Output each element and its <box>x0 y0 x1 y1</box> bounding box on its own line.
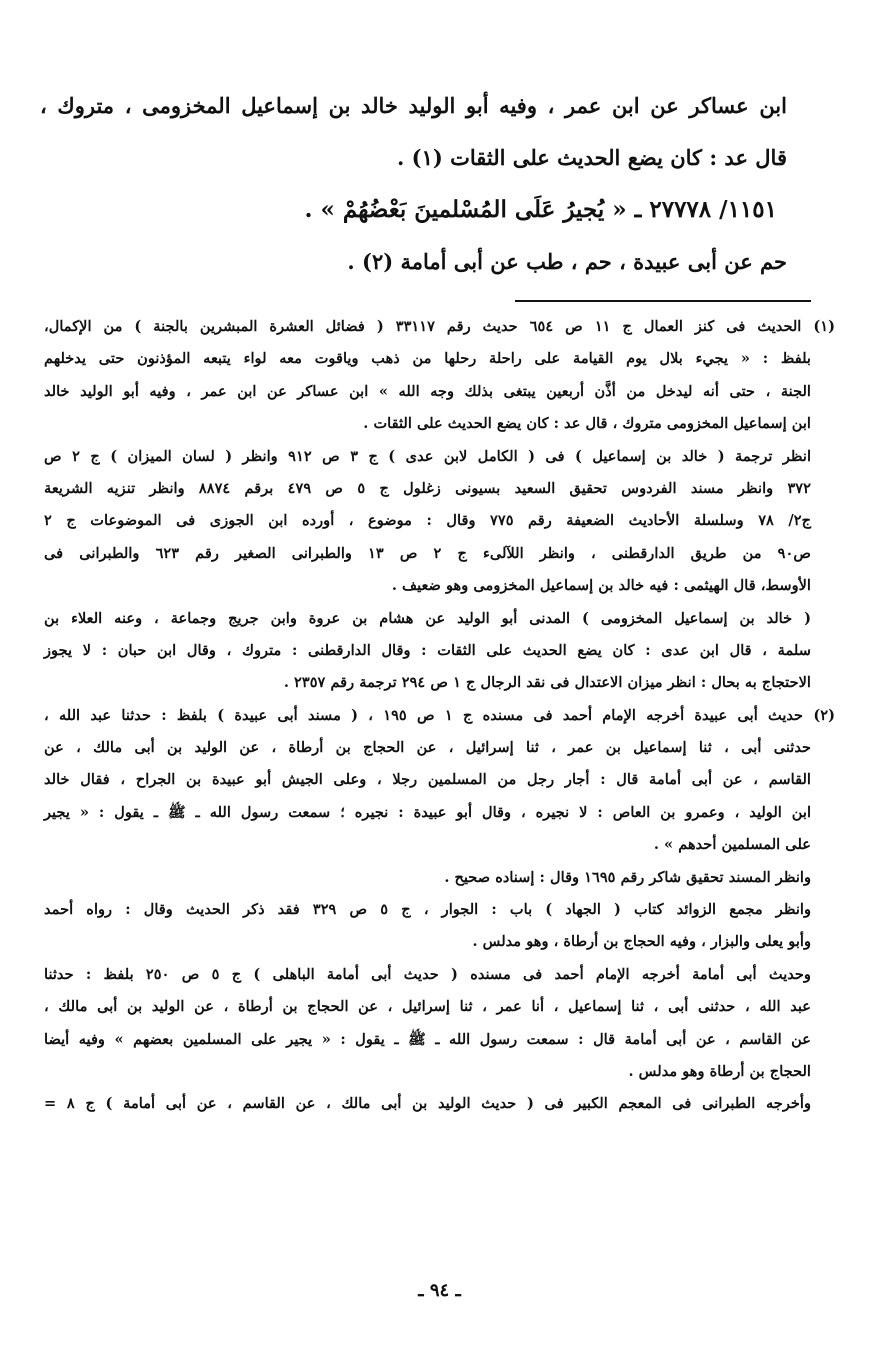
footnote-line: بلفظ : « يجيء بلال يوم القيامة على راحلة رحلها من ذهب وياقوت معه لواء يتبعه المؤذنون حتى يدخلهم <box>44 350 811 368</box>
footnote-line: وأخرجه الطبرانى فى المعجم الكبير فى ( حديث الوليد بن أبى مالك ، عن القاسم ، عن أبى أمامة ) ج ٨ = <box>44 1095 812 1113</box>
hadith-text-line: ١١٥١/ ٢٧٧٧٨ ـ « يُجيرُ عَلَى المُسْلمينَ بَعْضُهُمْ » . <box>304 196 777 223</box>
footnote-line: على المسلمين أحدهم » . <box>653 836 811 854</box>
footnote-line: حدثنى أبى ، ثنا إسماعيل بن عمر ، ثنا إسرائيل ، عن الحجاج بن أرطاة ، عن الوليد بن أبى مالك ، عن <box>44 739 811 757</box>
footnote-divider <box>515 300 811 302</box>
page-number: ـ ٩٤ ـ <box>418 1280 461 1301</box>
footnote-line: سلمة ، قال ابن عدى : كان يضع الحديث على الثقات : وقال الدارقطنى : متروك ، وقال ابن حبان : لا يجوز <box>44 641 811 659</box>
footnote-line: انظر ترجمة ( خالد بن إسماعيل ) فى ( الكامل لابن عدى ) ج ٣ ص ٩١٢ وانظر ( لسان الميزان ) ج ٢ ص <box>44 447 812 465</box>
footnote-line: عن القاسم ، عن أبى أمامة قال : سمعت رسول الله ـ ﷺ ـ يقول : « يجير على المسلمين بعضهم » وفيه أيضا <box>44 1030 811 1048</box>
footnote-line: عبد الله ، حدثنى أبى ، ثنا إسماعيل ، أنا عمر ، ثنا إسرائيل ، عن الحجاج بن أرطاة ، عن الوليد بن أبى مالك ، <box>44 998 811 1016</box>
footnote-line: (١) الحديث فى كنز العمال ج ١١ ص ٦٥٤ حديث رقم ٣٣١١٧ ( فضائل العشرة المبشرين بالجنة ) من الإكمال، <box>44 318 835 335</box>
footnote-line: ابن الوليد ، وعمرو بن العاص : لا نجيره ، وقال أبو عبيدة : نجيره ؛ سمعت رسول الله ـ ﷺ ـ يقول : « يجير <box>44 803 811 821</box>
footnote-line: ج٢/ ٧٨ وسلسلة الأحاديث الضعيفة رقم ٧٧٥ وقال : موضوع ، أورده ابن الجوزى فى الموضوعات ج ٢ <box>44 512 811 530</box>
footnote-line: ص٩٠ من طريق الدارقطنى ، وانظر اللآلىء ج ٢ ص ١٣ والطبرانى الصغير رقم ٦٢٣ والطبرانى فى <box>44 544 811 562</box>
footnote-line: وانظر مجمع الزوائد كتاب ( الجهاد ) باب : الجوار ، ج ٥ ص ٣٢٩ فقد ذكر الحديث وقال : رواه أحمد <box>44 901 811 919</box>
footnote-line: وحديث أبى أمامة أخرجه الإمام أحمد فى مسنده ( حديث أبى أمامة الباهلى ) ج ٥ ص ٢٥٠ بلفظ : حدثنا <box>44 965 811 983</box>
main-text-line: قال عد : كان يضع الحديث على الثقات (١) . <box>397 145 787 170</box>
footnote-line: وأبو يعلى والبزار ، وفيه الحجاج بن أرطاة ، وهو مدلس . <box>472 933 811 951</box>
footnote-line: الحجاج بن أرطاة وهو مدلس . <box>628 1062 811 1080</box>
footnote-line: الجنة ، حتى أنه ليدخل من أذَّن أربعين يبتغى بذلك وجه الله » ابن عساكر عن ابن عمر ، وفيه أبو الوليد خالد <box>44 382 811 400</box>
footnotes <box>44 311 835 1121</box>
main-text-line: حم عن أبى عبيدة ، حم ، طب عن أبى أمامة (٢) . <box>347 249 787 274</box>
main-text-line: ابن عساكر عن ابن عمر ، وفيه أبو الوليد خالد بن إسماعيل المخزومى ، متروك ، <box>40 93 787 118</box>
footnote-line: (٢) حديث أبى عبيدة أخرجه الإمام أحمد فى مسنده ج ١ ص ١٩٥ ، ( مسند أبى عبيدة ) بلفظ : حدثنا عبد الله ، <box>44 706 835 724</box>
main-text <box>40 80 787 288</box>
footnote-line: وانظر المسند تحقيق شاكر رقم ١٦٩٥ وقال : إسناده صحيح . <box>444 868 811 886</box>
footnote-line: ( خالد بن إسماعيل المخزومى ) المدنى أبو الوليد عن هشام بن عروة وابن جريج وجماعة ، وعنه العلاء بن <box>44 609 811 627</box>
footnote-line: الاحتجاج به بحال : انظر ميزان الاعتدال فى نقد الرجال ج ١ ص ٢٩٤ ترجمة رقم ٢٣٥٧ . <box>283 674 811 692</box>
footnote-line: القاسم ، عن أبى أمامة قال : أجار رجل من المسلمين رجلا ، وعلى الجيش أبو عبيدة بن الجراح ، فقال خالد <box>44 771 811 789</box>
footnote-line: ٣٧٢ وانظر مسند الفردوس تحقيق السعيد بسيونى زغلول ج ٥ ص ٤٧٩ برقم ٨٨٧٤ وانظر تنزيه الشريعة <box>44 479 811 497</box>
footnote-line: ابن إسماعيل المخزومى متروك ، قال عد : كان يضع الحديث على الثقات . <box>363 415 811 433</box>
footnote-line: الأوسط، قال الهيثمى : فيه خالد بن إسماعيل المخزومى وهو ضعيف . <box>391 577 811 595</box>
